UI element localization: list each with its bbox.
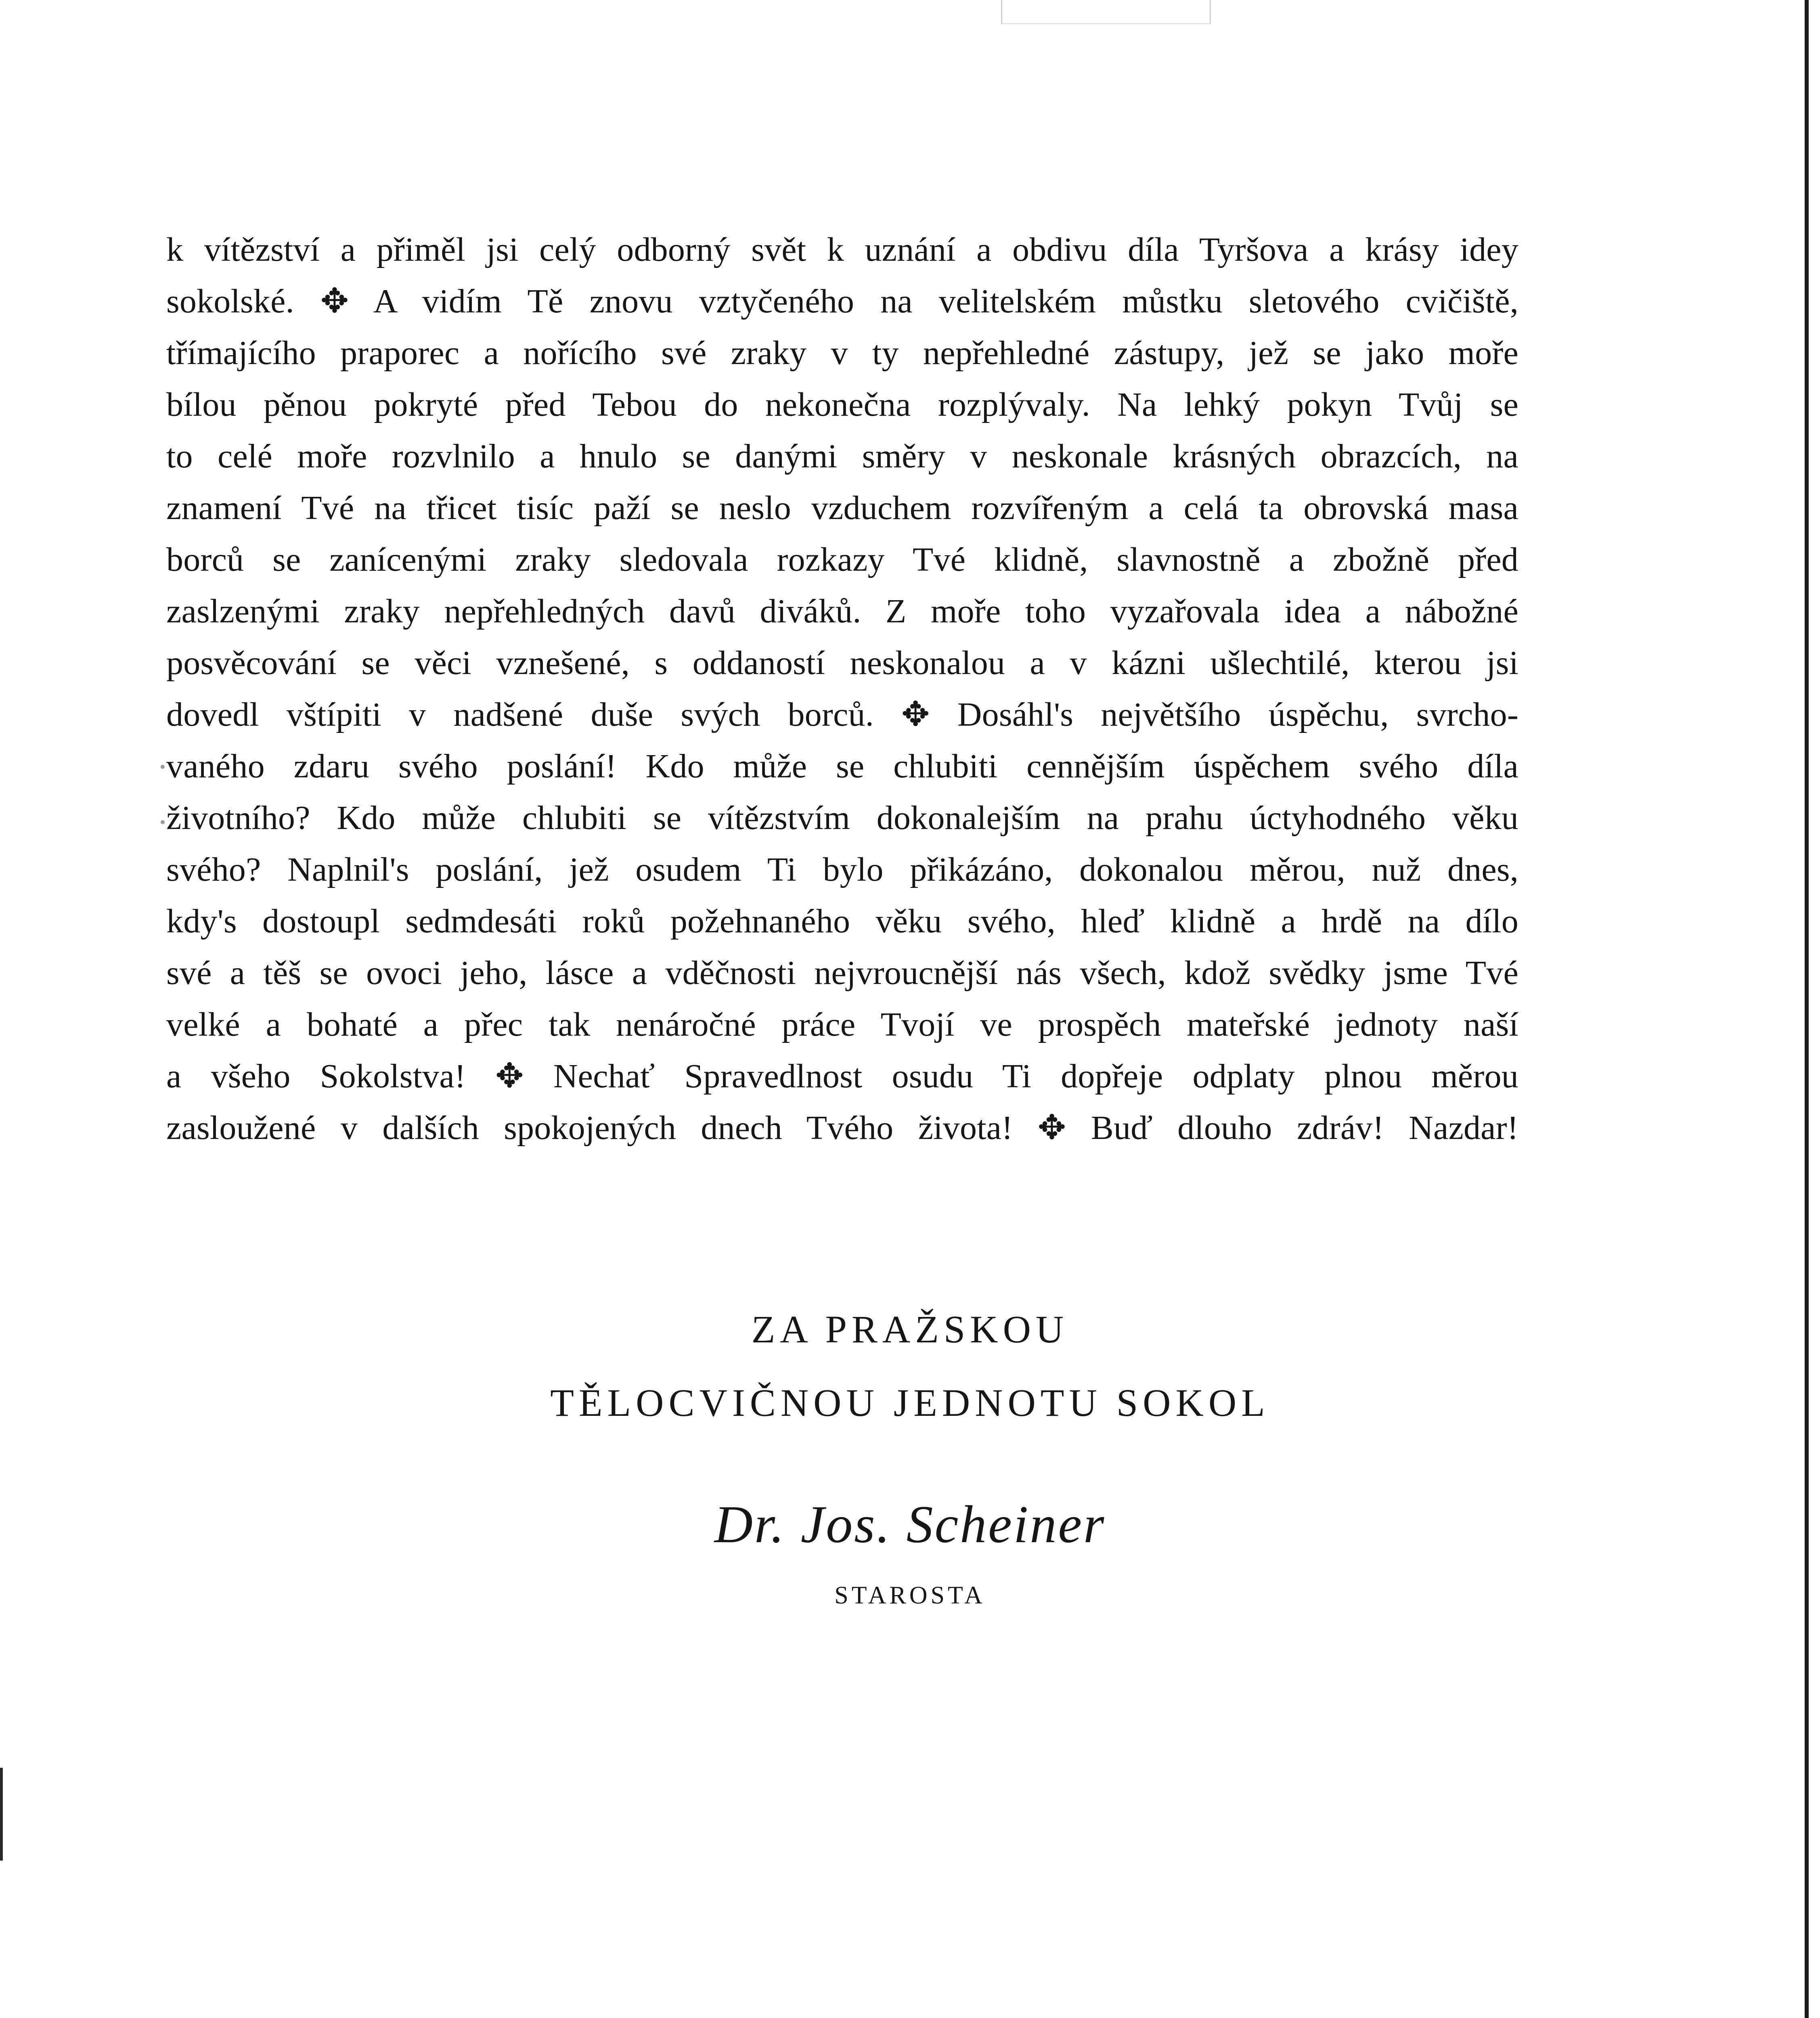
text-line: sokolské. ✥ A vidím Tě znovu vztyčeného na velitelském můstku sletového cvičiště,: [166, 283, 1518, 320]
text-line: svého? Naplnil's poslání, jež osudem Ti bylo přikázáno, dokonalou měrou, nuž dnes,: [166, 851, 1518, 888]
text-line: borců se zanícenými zraky sledovala rozkazy Tvé klidně, slavnostně a zbožně před: [166, 541, 1518, 578]
text-line: své a těš se ovoci jeho, lásce a vděčnosti nejvroucnější nás všech, kdož svědky jsme Tvé: [166, 954, 1518, 992]
text-line: bílou pěnou pokryté před Tebou do nekonečna rozplývaly. Na lehký pokyn Tvůj se: [166, 386, 1518, 423]
scan-artifact: [1001, 0, 1211, 24]
text-line: posvěcování se věci vznešené, s oddaností neskonalou a v kázni ušlechtilé, kterou jsi: [166, 644, 1518, 682]
signature-name: Dr. Jos. Scheiner: [714, 1495, 1106, 1554]
signatory-title: STAROSTA: [834, 1582, 986, 1609]
page-edge-border: [1805, 0, 1809, 2018]
organization-line-1: ZA PRAŽSKOU: [751, 1308, 1069, 1351]
text-line: to celé moře rozvlnilo a hnulo se danými směry v neskonale krásných obrazcích, na: [166, 438, 1518, 475]
text-line: kdy's dostoupl sedmdesáti roků požehnaného věku svého, hleď klidně a hrdě na dílo: [166, 902, 1518, 940]
text-line: zasloužené v dalších spokojených dnech Tvého života! ✥ Buď dlouho zdráv! Nazdar!: [166, 1109, 1518, 1147]
letter-body: [166, 224, 1518, 1154]
text-line: dovedl vštípiti v nadšené duše svých borců. ✥ Dosáhl's největšího úspěchu, svrcho-: [166, 696, 1518, 733]
text-line: třímajícího praporec a nořícího své zraky v ty nepřehledné zástupy, jež se jako moře: [166, 334, 1518, 372]
text-line: a všeho Sokolstva! ✥ Nechať Spravedlnost osudu Ti dopřeje odplaty plnou měrou: [166, 1057, 1518, 1095]
margin-dot: [161, 820, 165, 824]
text-line: vaného zdaru svého poslání! Kdo může se chlubiti cennějším úspěchem svého díla: [166, 747, 1518, 785]
margin-dot: [161, 765, 165, 769]
text-line: životního? Kdo může chlubiti se vítězstvím dokonalejším na prahu úctyhodného věku: [166, 799, 1518, 837]
text-line: znamení Tvé na třicet tisíc paží se neslo vzduchem rozvířeným a celá ta obrovská masa: [166, 489, 1518, 527]
organization-line-2: TĚLOCVIČNOU JEDNOTU SOKOL: [550, 1381, 1270, 1424]
text-line: k vítězství a přiměl jsi celý odborný svět k uznání a obdivu díla Tyršova a krásy idey: [166, 231, 1518, 268]
text-line: velké a bohaté a přec tak nenáročné práce Tvojí ve prospěch mateřské jednoty naší: [166, 1006, 1518, 1043]
page-edge-mark: [0, 1768, 3, 1861]
text-line: zaslzenými zraky nepřehledných davů diváků. Z moře toho vyzařovala idea a nábožné: [166, 592, 1518, 630]
